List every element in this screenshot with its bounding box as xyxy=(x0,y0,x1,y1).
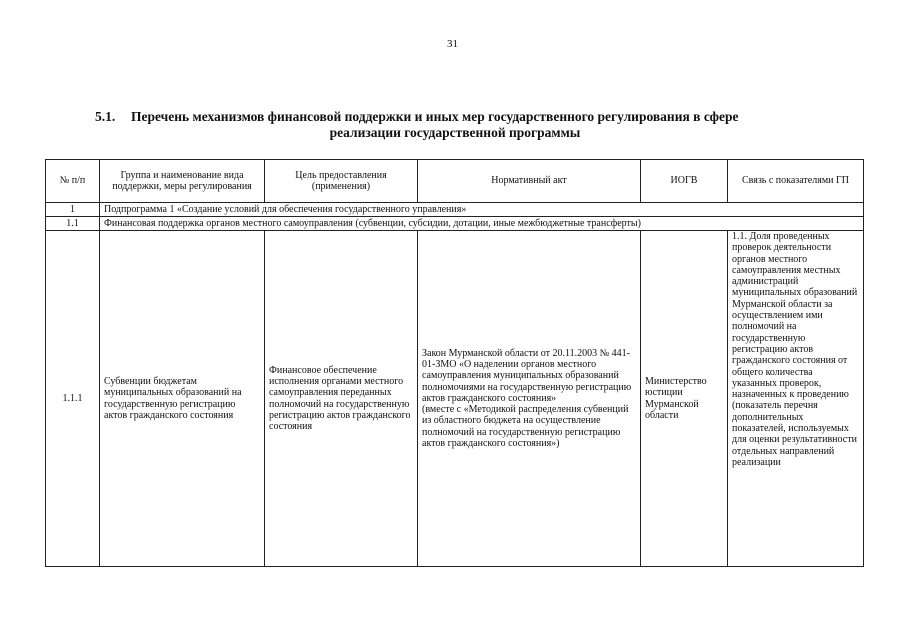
header-indicators: Связь с показателями ГП xyxy=(728,160,864,203)
row-normative-act: Закон Мурманской области от 20.11.2003 № 441-01-ЗМО «О наделении органов местного самоуправления муниципальных образований полномочиями на государственную регистрацию актов гражданского состояния» (вместе с «Методикой распределения субвенций из областного бюджета на осуществление полномочий на государственную регистрацию актов гражданского состояния») xyxy=(418,231,641,567)
header-goal: Цель предоставления (применения) xyxy=(265,160,418,203)
table-header-row xyxy=(46,160,864,203)
header-number: № п/п xyxy=(46,160,100,203)
heading-line-2: реализации государственной программы xyxy=(329,125,581,140)
row-support-type: Субвенции бюджетам муниципальных образований на государственную регистрацию актов гражданского состояния xyxy=(100,231,265,567)
row-goal: Финансовое обеспечение исполнения органами местного самоуправления переданных полномочий на государственную регистрацию актов гражданского состояния xyxy=(265,231,418,567)
row-number: 1.1.1 xyxy=(46,231,100,567)
row-iogv: Министерство юстиции Мурманской области xyxy=(641,231,728,567)
section-number: 1.1 xyxy=(46,217,100,231)
table-row xyxy=(46,231,864,567)
row-indicators: 1.1. Доля проведенных проверок деятельности органов местного самоуправления местных администраций муниципальных образований Мурманской области за осуществлением ими полномочий на государственную регистрацию актов гражданского состояния от общего количества указанных проверок, назначенных к проведению (показатель перечня дополнительных показателей, используемых для оценки результативности отдельных направлений реализации xyxy=(728,231,864,567)
subprogram-number: 1 xyxy=(46,203,100,217)
heading-number: 5.1. xyxy=(95,109,116,124)
section-heading xyxy=(95,109,815,141)
support-measures-table xyxy=(45,159,864,567)
header-iogv: ИОГВ xyxy=(641,160,728,203)
page-number: 31 xyxy=(447,38,458,50)
section-title: Финансовая поддержка органов местного самоуправления (субвенции, субсидии, дотации, иные межбюджетные трансферты) xyxy=(100,217,864,231)
heading-text-1: Перечень механизмов финансовой поддержки и иных мер государственного регулирования в сфере xyxy=(131,109,739,124)
section-row xyxy=(46,217,864,231)
subprogram-row xyxy=(46,203,864,217)
header-normative-act: Нормативный акт xyxy=(418,160,641,203)
heading-line-1 xyxy=(95,109,815,125)
subprogram-title: Подпрограмма 1 «Создание условий для обеспечения государственного управления» xyxy=(100,203,864,217)
header-support-type: Группа и наименование вида поддержки, меры регулирования xyxy=(100,160,265,203)
